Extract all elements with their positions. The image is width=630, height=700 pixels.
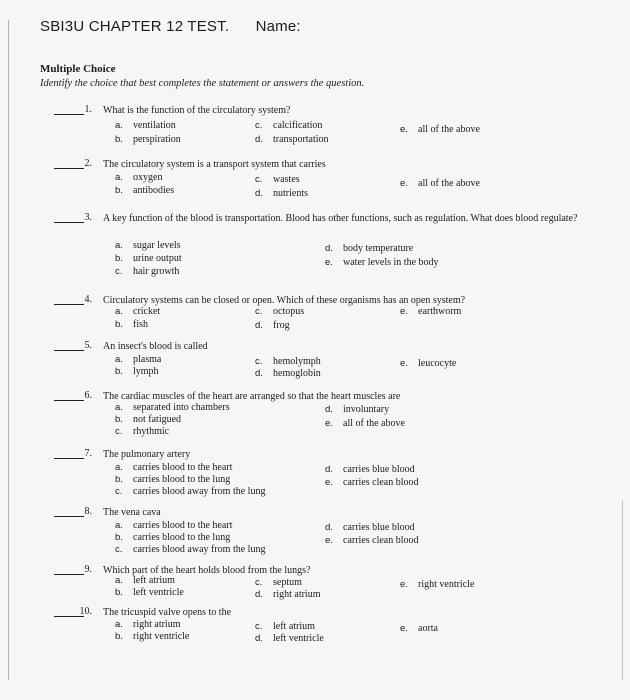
option-letter: b. bbox=[115, 532, 123, 543]
option-letter: b. bbox=[115, 319, 123, 330]
section-instructions: Identify the choice that best completes the statement or answers the question. bbox=[40, 78, 365, 89]
option-d bbox=[255, 633, 324, 644]
option-letter: b. bbox=[115, 631, 123, 642]
question-number: 4. bbox=[84, 294, 92, 305]
option-text: hemoglobin bbox=[273, 368, 321, 379]
option-c bbox=[255, 577, 302, 588]
option-letter: c. bbox=[255, 120, 263, 131]
option-a bbox=[115, 172, 162, 183]
section-title: Multiple Choice bbox=[40, 63, 116, 75]
right-margin-line bbox=[622, 500, 623, 680]
option-text: nutrients bbox=[273, 188, 308, 199]
option-letter: d. bbox=[255, 633, 263, 644]
option-a bbox=[115, 120, 176, 131]
option-e bbox=[400, 178, 480, 189]
question-stem: The pulmonary artery bbox=[103, 449, 191, 460]
option-c bbox=[255, 306, 304, 317]
option-text: water levels in the body bbox=[343, 257, 439, 268]
test-header bbox=[40, 18, 301, 35]
option-letter: a. bbox=[115, 402, 123, 413]
question-number: 1. bbox=[84, 104, 92, 115]
option-letter: c. bbox=[115, 266, 123, 277]
option-b bbox=[115, 631, 189, 642]
option-text: hemolymph bbox=[273, 356, 321, 367]
option-e bbox=[400, 358, 456, 369]
option-letter: a. bbox=[115, 354, 123, 365]
question-number: 10. bbox=[79, 606, 92, 617]
option-d bbox=[255, 188, 308, 199]
option-text: sugar levels bbox=[133, 240, 181, 251]
question-stem: What is the function of the circulatory system? bbox=[103, 105, 291, 116]
option-text: hair growth bbox=[133, 266, 180, 277]
question-number: 7. bbox=[84, 448, 92, 459]
option-letter: a. bbox=[115, 462, 123, 473]
option-text: wastes bbox=[273, 174, 300, 185]
option-text: not fatigued bbox=[133, 414, 182, 425]
option-a bbox=[115, 240, 181, 251]
option-text: septum bbox=[273, 577, 302, 588]
option-letter: e. bbox=[400, 623, 408, 634]
option-text: right atrium bbox=[273, 589, 321, 600]
option-text: carries blue blood bbox=[343, 522, 415, 533]
option-text: carries clean blood bbox=[343, 477, 419, 488]
option-letter: a. bbox=[115, 120, 123, 131]
option-text: aorta bbox=[418, 623, 438, 634]
option-text: frog bbox=[273, 320, 290, 331]
option-d bbox=[255, 320, 290, 331]
left-margin-line bbox=[8, 20, 9, 680]
option-letter: d. bbox=[255, 188, 263, 199]
option-letter: e. bbox=[325, 257, 333, 268]
option-letter: b. bbox=[115, 587, 123, 598]
test-title: SBI3U CHAPTER 12 TEST. bbox=[40, 18, 230, 35]
option-text: right ventricle bbox=[133, 631, 190, 642]
option-text: fish bbox=[133, 319, 148, 330]
option-b bbox=[115, 532, 230, 543]
option-letter: c. bbox=[255, 621, 263, 632]
option-b bbox=[115, 414, 181, 425]
option-letter: b. bbox=[115, 414, 123, 425]
question-stem: The vena cava bbox=[103, 507, 161, 518]
question-stem: The tricuspid valve opens to the bbox=[103, 607, 232, 618]
option-a bbox=[115, 462, 232, 473]
option-text: calcification bbox=[273, 120, 323, 131]
option-a bbox=[115, 575, 175, 586]
option-text: transportation bbox=[273, 134, 329, 145]
option-text: ventilation bbox=[133, 120, 176, 131]
option-letter: c. bbox=[115, 544, 123, 555]
option-text: carries blood to the lung bbox=[133, 474, 231, 485]
option-letter: e. bbox=[325, 477, 333, 488]
option-b bbox=[115, 134, 181, 145]
option-text: right ventricle bbox=[418, 579, 475, 590]
option-e bbox=[325, 535, 419, 546]
option-text: perspiration bbox=[133, 134, 181, 145]
option-letter: c. bbox=[255, 306, 263, 317]
option-letter: c. bbox=[255, 174, 263, 185]
question-number: 8. bbox=[84, 506, 92, 517]
option-e bbox=[325, 257, 439, 268]
name-label: Name: bbox=[255, 18, 301, 35]
option-c bbox=[255, 120, 322, 131]
option-text: left ventricle bbox=[133, 587, 184, 598]
option-letter: a. bbox=[115, 575, 123, 586]
option-letter: a. bbox=[115, 619, 123, 630]
option-b bbox=[115, 253, 182, 264]
option-e bbox=[400, 623, 438, 634]
option-a bbox=[115, 306, 160, 317]
option-letter: d. bbox=[325, 404, 333, 415]
option-text: carries blood away from the lung bbox=[133, 486, 266, 497]
option-b bbox=[115, 319, 148, 330]
option-text: carries blood to the lung bbox=[133, 532, 231, 543]
option-a bbox=[115, 354, 161, 365]
option-letter: a. bbox=[115, 306, 123, 317]
option-letter: e. bbox=[400, 124, 408, 135]
option-text: carries blood to the heart bbox=[133, 520, 233, 531]
option-a bbox=[115, 402, 230, 413]
option-letter: e. bbox=[400, 306, 408, 317]
option-letter: d. bbox=[255, 589, 263, 600]
option-letter: a. bbox=[115, 240, 123, 251]
question-stem: The circulatory system is a transport system that carries bbox=[103, 159, 326, 170]
option-letter: e. bbox=[400, 178, 408, 189]
question-stem: A key function of the blood is transportation. Blood has other functions, such as regulation. What does blood regulate? bbox=[103, 213, 578, 224]
option-a bbox=[115, 520, 232, 531]
option-letter: d. bbox=[255, 320, 263, 331]
option-text: carries blood to the heart bbox=[133, 462, 233, 473]
option-text: carries blue blood bbox=[343, 464, 415, 475]
option-letter: e. bbox=[400, 358, 408, 369]
option-letter: b. bbox=[115, 253, 123, 264]
option-text: leucocyte bbox=[418, 358, 457, 369]
option-d bbox=[255, 368, 321, 379]
option-text: body temperature bbox=[343, 243, 414, 254]
option-letter: b. bbox=[115, 134, 123, 145]
option-a bbox=[115, 619, 181, 630]
question-number: 9. bbox=[84, 564, 92, 575]
option-letter: c. bbox=[115, 486, 123, 497]
option-letter: d. bbox=[325, 522, 333, 533]
option-e bbox=[400, 124, 480, 135]
option-c bbox=[115, 426, 169, 437]
option-letter: c. bbox=[115, 426, 123, 437]
option-text: plasma bbox=[133, 354, 162, 365]
option-text: cricket bbox=[133, 306, 161, 317]
option-d bbox=[325, 243, 413, 254]
option-c bbox=[115, 266, 179, 277]
option-e bbox=[325, 477, 419, 488]
option-d bbox=[255, 589, 321, 600]
option-text: all of the above bbox=[418, 124, 480, 135]
option-text: oxygen bbox=[133, 172, 163, 183]
option-d bbox=[325, 404, 389, 415]
option-d bbox=[325, 522, 415, 533]
option-letter: a. bbox=[115, 172, 123, 183]
option-b bbox=[115, 366, 159, 377]
option-b bbox=[115, 474, 230, 485]
question-number: 3. bbox=[84, 212, 92, 223]
option-letter: d. bbox=[255, 134, 263, 145]
option-text: carries blood away from the lung bbox=[133, 544, 266, 555]
option-text: rhythmic bbox=[133, 426, 170, 437]
option-letter: b. bbox=[115, 474, 123, 485]
option-text: lymph bbox=[133, 366, 159, 377]
option-text: antibodies bbox=[133, 185, 175, 196]
option-letter: c. bbox=[255, 577, 263, 588]
question-number: 2. bbox=[84, 158, 92, 169]
question-stem: An insect's blood is called bbox=[103, 341, 208, 352]
option-text: left atrium bbox=[133, 575, 175, 586]
question-stem: Which part of the heart holds blood from the lungs? bbox=[103, 565, 311, 576]
option-letter: e. bbox=[325, 535, 333, 546]
option-e bbox=[325, 418, 405, 429]
option-text: octopus bbox=[273, 306, 305, 317]
question-stem: Circulatory systems can be closed or open. Which of these organisms has an open system? bbox=[103, 295, 466, 306]
option-e bbox=[400, 306, 461, 317]
option-text: involuntary bbox=[343, 404, 390, 415]
option-letter: e. bbox=[400, 579, 408, 590]
option-c bbox=[115, 544, 265, 555]
option-text: all of the above bbox=[418, 178, 480, 189]
question-number: 5. bbox=[84, 340, 92, 351]
option-e bbox=[400, 579, 474, 590]
option-letter: d. bbox=[325, 243, 333, 254]
option-letter: d. bbox=[325, 464, 333, 475]
option-text: left ventricle bbox=[273, 633, 324, 644]
option-letter: e. bbox=[325, 418, 333, 429]
option-b bbox=[115, 185, 174, 196]
question-number: 6. bbox=[84, 390, 92, 401]
option-text: earthworm bbox=[418, 306, 462, 317]
option-text: right atrium bbox=[133, 619, 181, 630]
option-letter: a. bbox=[115, 520, 123, 531]
question-stem: The cardiac muscles of the heart are arranged so that the heart muscles are bbox=[103, 391, 401, 402]
option-letter: b. bbox=[115, 185, 123, 196]
option-text: left atrium bbox=[273, 621, 315, 632]
option-letter: d. bbox=[255, 368, 263, 379]
option-c bbox=[255, 356, 321, 367]
option-text: separated into chambers bbox=[133, 402, 230, 413]
option-d bbox=[325, 464, 415, 475]
option-c bbox=[255, 621, 315, 632]
option-c bbox=[255, 174, 300, 185]
option-letter: b. bbox=[115, 366, 123, 377]
option-b bbox=[115, 587, 184, 598]
option-letter: c. bbox=[255, 356, 263, 367]
option-c bbox=[115, 486, 265, 497]
option-d bbox=[255, 134, 329, 145]
option-text: all of the above bbox=[343, 418, 405, 429]
option-text: carries clean blood bbox=[343, 535, 419, 546]
option-text: urine output bbox=[133, 253, 182, 264]
